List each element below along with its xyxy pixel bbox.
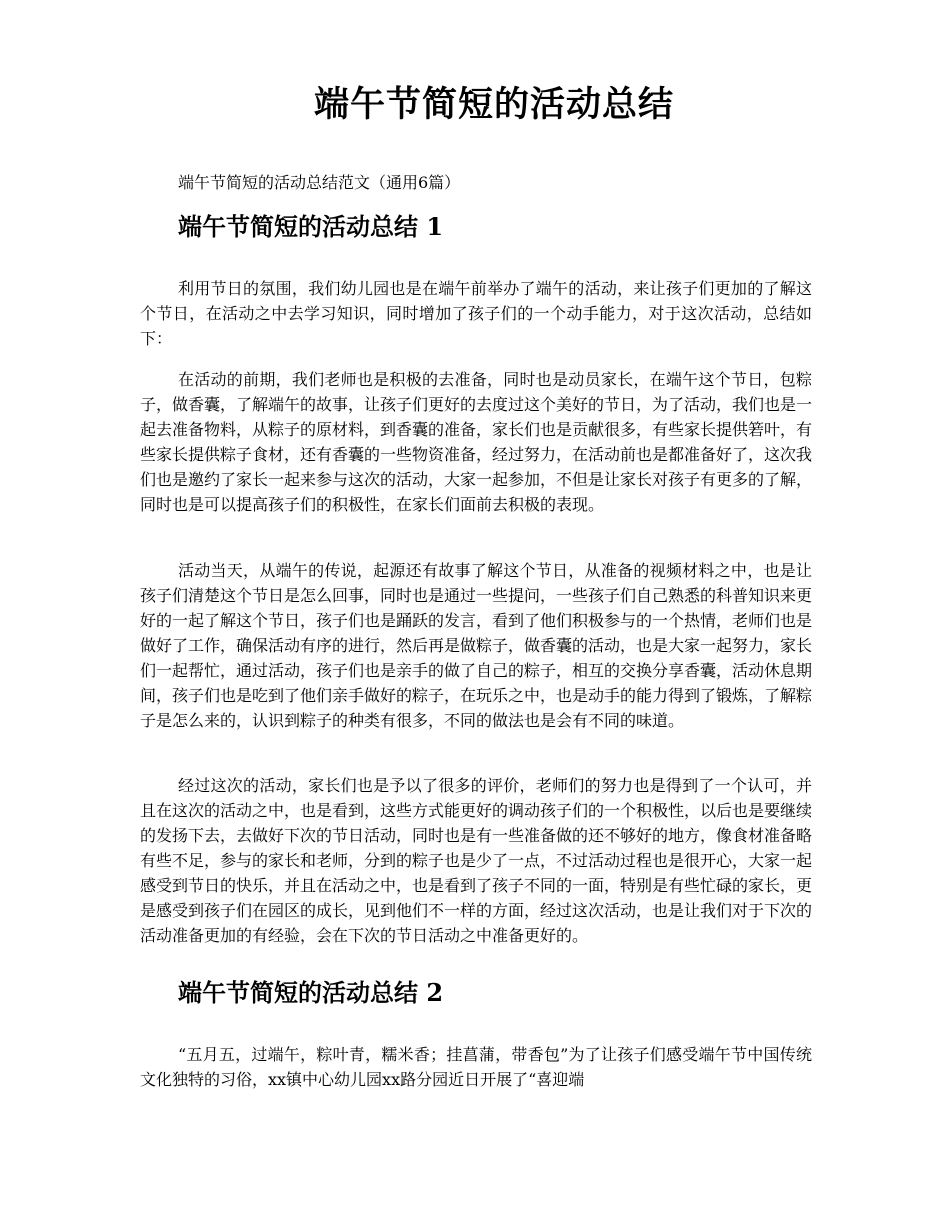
document-title: 端午节简短的活动总结 <box>313 84 674 125</box>
document-subtitle: 端午节简短的活动总结范文（通用6篇） <box>178 173 461 192</box>
paragraph: “五月五，过端午，粽叶青，糯米香；挂菖蒲，带香包”为了让孩子们感受端午节中国传统文化独特的习俗，xx镇中心幼儿园xx路分园近日开展了“喜迎端 <box>140 1045 812 1089</box>
section-heading-1: 端午节简短的活动总结 1 <box>178 212 444 241</box>
paragraph: 在活动的前期，我们老师也是积极的去准备，同时也是动员家长，在端午这个节日，包粽子，做香囊，了解端午的故事，让孩子们更好的去度过这个美好的节日，为了活动，我们也是一起去准备物料，从粽子的原材料，到香囊的准备，家长们也是贡献很多，有些家长提供箬叶，有些家长提供粽子食材，还有香囊的一些物资准备，经过努力，在活动前也是都准备好了，这次我们也是邀约了家长一起来参与这次的活动，大家一起参加，不但是让家长对孩子有更多的了解，同时也是可以提高孩子们的积极性，在家长们面前去积极的表现。 <box>140 370 813 514</box>
paragraph: 活动当天，从端午的传说，起源还有故事了解这个节日，从准备的视频材料之中，也是让孩子们清楚这个节日是怎么回事，同时也是通过一些提问，一些孩子们自己熟悉的科普知识来更好的一起了解这个节日，孩子们也是踊跃的发言，看到了他们积极参与的一个热情，老师们也是做好了工作，确保活动有序的进行，然后再是做粽子，做香囊的活动，也是大家一起努力，家长们一起帮忙，通过活动，孩子们也是亲手的做了自己的粽子，相互的交换分享香囊，活动休息期间，孩子们也是吃到了他们亲手做好的粽子，在玩乐之中，也是动手的能力得到了锻炼，了解粽子是怎么来的，认识到粽子的种类有很多，不同的做法也是会有不同的味道。 <box>140 561 813 730</box>
paragraph: 经过这次的活动，家长们也是予以了很多的评价，老师们的努力也是得到了一个认可，并且在这次的活动之中，也是看到，这些方式能更好的调动孩子们的一个积极性，以后也是要继续的发扬下去，去做好下次的节日活动，同时也是有一些准备做的还不够好的地方，像食材准备略有些不足，参与的家长和老师，分到的粽子也是少了一点，不过活动过程也是很开心，大家一起感受到节日的快乐，并且在活动之中，也是看到了孩子不同的一面，特别是有些忙碌的家长，更是感受到孩子们在园区的成长，见到他们不一样的方面，经过这次活动，也是让我们对于下次的活动准备更加的有经验，会在下次的节日活动之中准备更好的。 <box>140 776 813 945</box>
paragraph: 利用节日的氛围，我们幼儿园也是在端午前举办了端午的活动，来让孩子们更加的了解这个节日，在活动之中去学习知识，同时增加了孩子们的一个动手能力，对于这次活动，总结如下： <box>140 279 812 348</box>
section-heading-2: 端午节简短的活动总结 2 <box>178 978 444 1007</box>
